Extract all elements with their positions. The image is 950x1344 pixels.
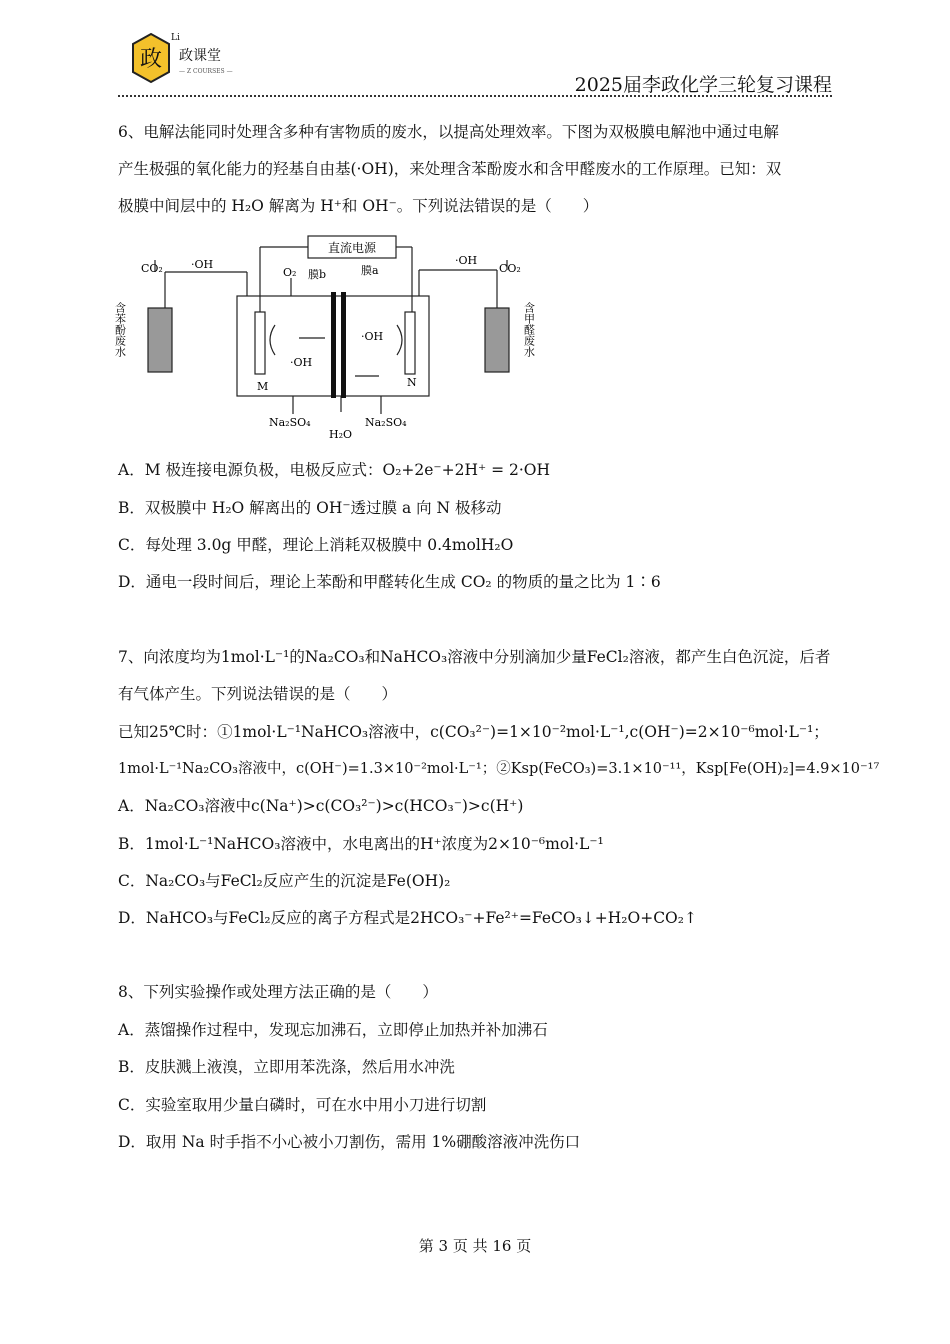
logo-superscript: Li bbox=[171, 33, 180, 43]
q7-known-line2: 1mol·L⁻¹Na₂CO₃溶液中，c(OH⁻)=1.3×10⁻²mol·L⁻¹；②Ksp(FeCO₃)=3.1×10⁻¹¹，Ksp[Fe(OH)₂]=4.9×10⁻¹⁷ bbox=[118, 761, 880, 777]
oh-m-label: ·OH bbox=[290, 356, 313, 369]
power-supply-label: 直流电源 bbox=[327, 241, 377, 255]
q7-option-d: D．NaHCO₃与FeCl₂反应的离子方程式是2HCO₃⁻+Fe²⁺=FeCO₃↓+H₂O+CO₂↑ bbox=[118, 909, 697, 927]
logo-subtext: — Z COURSES — bbox=[179, 68, 233, 75]
membrane-b-label: 膜b bbox=[308, 268, 327, 281]
q8-option-c: C．实验室取用少量白磷时，可在水中用小刀进行切割 bbox=[118, 1096, 487, 1114]
q6-option-a: A．M 极连接电源负极，电极反应式：O₂+2e⁻+2H⁺ = 2·OH bbox=[118, 461, 551, 479]
electrode-n-label: N bbox=[407, 376, 417, 389]
h2o-label: H₂O bbox=[329, 428, 353, 441]
q7-stem-line2: 有气体产生。下列说法错误的是（ ） bbox=[118, 685, 398, 703]
q7-option-a: A．Na₂CO₃溶液中c(Na⁺)>c(CO₃²⁻)>c(HCO₃⁻)>c(H⁺) bbox=[118, 797, 524, 815]
q6-option-c: C．每处理 3.0g 甲醛，理论上消耗双极膜中 0.4molH₂O bbox=[118, 536, 514, 554]
course-title: 2025届李政化学三轮复习课程 bbox=[574, 74, 832, 96]
electrode-m-label: M bbox=[257, 380, 269, 393]
o2-label: O₂ bbox=[283, 266, 297, 279]
q6-stem-line2: 产生极强的氧化能力的羟基自由基(·OH)，来处理含苯酚废水和含甲醛废水的工作原理。已知：双 bbox=[118, 160, 782, 178]
page-number: 第 3 页 共 16 页 bbox=[418, 1237, 532, 1255]
oh-right-label: ·OH bbox=[455, 254, 478, 267]
electrolysis-diagram bbox=[115, 230, 555, 445]
oh-n-label: ·OH bbox=[361, 330, 384, 343]
membrane-a-label: 膜a bbox=[361, 264, 379, 277]
oh-left-label: ·OH bbox=[191, 258, 214, 271]
na2so4-right-label: Na₂SO₄ bbox=[365, 416, 407, 429]
header-divider bbox=[118, 95, 832, 97]
logo-text: 政课堂 bbox=[179, 48, 221, 64]
co2-right-label: CO₂ bbox=[499, 262, 521, 275]
q6-option-d: D．通电一段时间后，理论上苯酚和甲醛转化生成 CO₂ 的物质的量之比为 1∶6 bbox=[118, 573, 661, 591]
q7-known-line1: 已知25℃时：①1mol·L⁻¹NaHCO₃溶液中，c(CO₃²⁻)=1×10⁻²mol·L⁻¹,c(OH⁻)=2×10⁻⁶mol·L⁻¹； bbox=[118, 723, 829, 741]
phenol-tank-label: 含苯酚废水 bbox=[113, 302, 127, 357]
q8-option-d: D．取用 Na 时手指不小心被小刀割伤，需用 1%硼酸溶液冲洗伤口 bbox=[118, 1133, 581, 1151]
logo bbox=[125, 30, 265, 90]
q6-stem-line3: 极膜中间层中的 H₂O 解离为 H⁺和 OH⁻。下列说法错误的是（ ） bbox=[118, 197, 599, 215]
na2so4-left-label: Na₂SO₄ bbox=[269, 416, 311, 429]
q8-option-b: B．皮肤溅上液溴，立即用苯洗涤，然后用水冲洗 bbox=[118, 1058, 455, 1076]
q6-option-b: B．双极膜中 H₂O 解离出的 OH⁻透过膜 a 向 N 极移动 bbox=[118, 499, 502, 517]
q8-stem: 8、下列实验操作或处理方法正确的是（ ） bbox=[118, 983, 438, 1001]
logo-mark-icon bbox=[125, 30, 265, 90]
formaldehyde-tank-label: 含甲醛废水 bbox=[522, 302, 536, 357]
q8-option-a: A．蒸馏操作过程中，发现忘加沸石，立即停止加热并补加沸石 bbox=[118, 1021, 548, 1039]
q6-stem-line1: 6、电解法能同时处理含多种有害物质的废水，以提高处理效率。下图为双极膜电解池中通过电解 bbox=[118, 123, 779, 141]
q7-option-c: C．Na₂CO₃与FeCl₂反应产生的沉淀是Fe(OH)₂ bbox=[118, 872, 451, 890]
q7-option-b: B．1mol·L⁻¹NaHCO₃溶液中，水电离出的H⁺浓度为2×10⁻⁶mol·L⁻¹ bbox=[118, 835, 604, 853]
co2-left-label: CO₂ bbox=[141, 262, 163, 275]
svg-text:政: 政 bbox=[139, 47, 163, 72]
q7-stem-line1: 7、向浓度均为1mol·L⁻¹的Na₂CO₃和NaHCO₃溶液中分别滴加少量FeCl₂溶液，都产生白色沉淀，后者 bbox=[118, 648, 831, 666]
